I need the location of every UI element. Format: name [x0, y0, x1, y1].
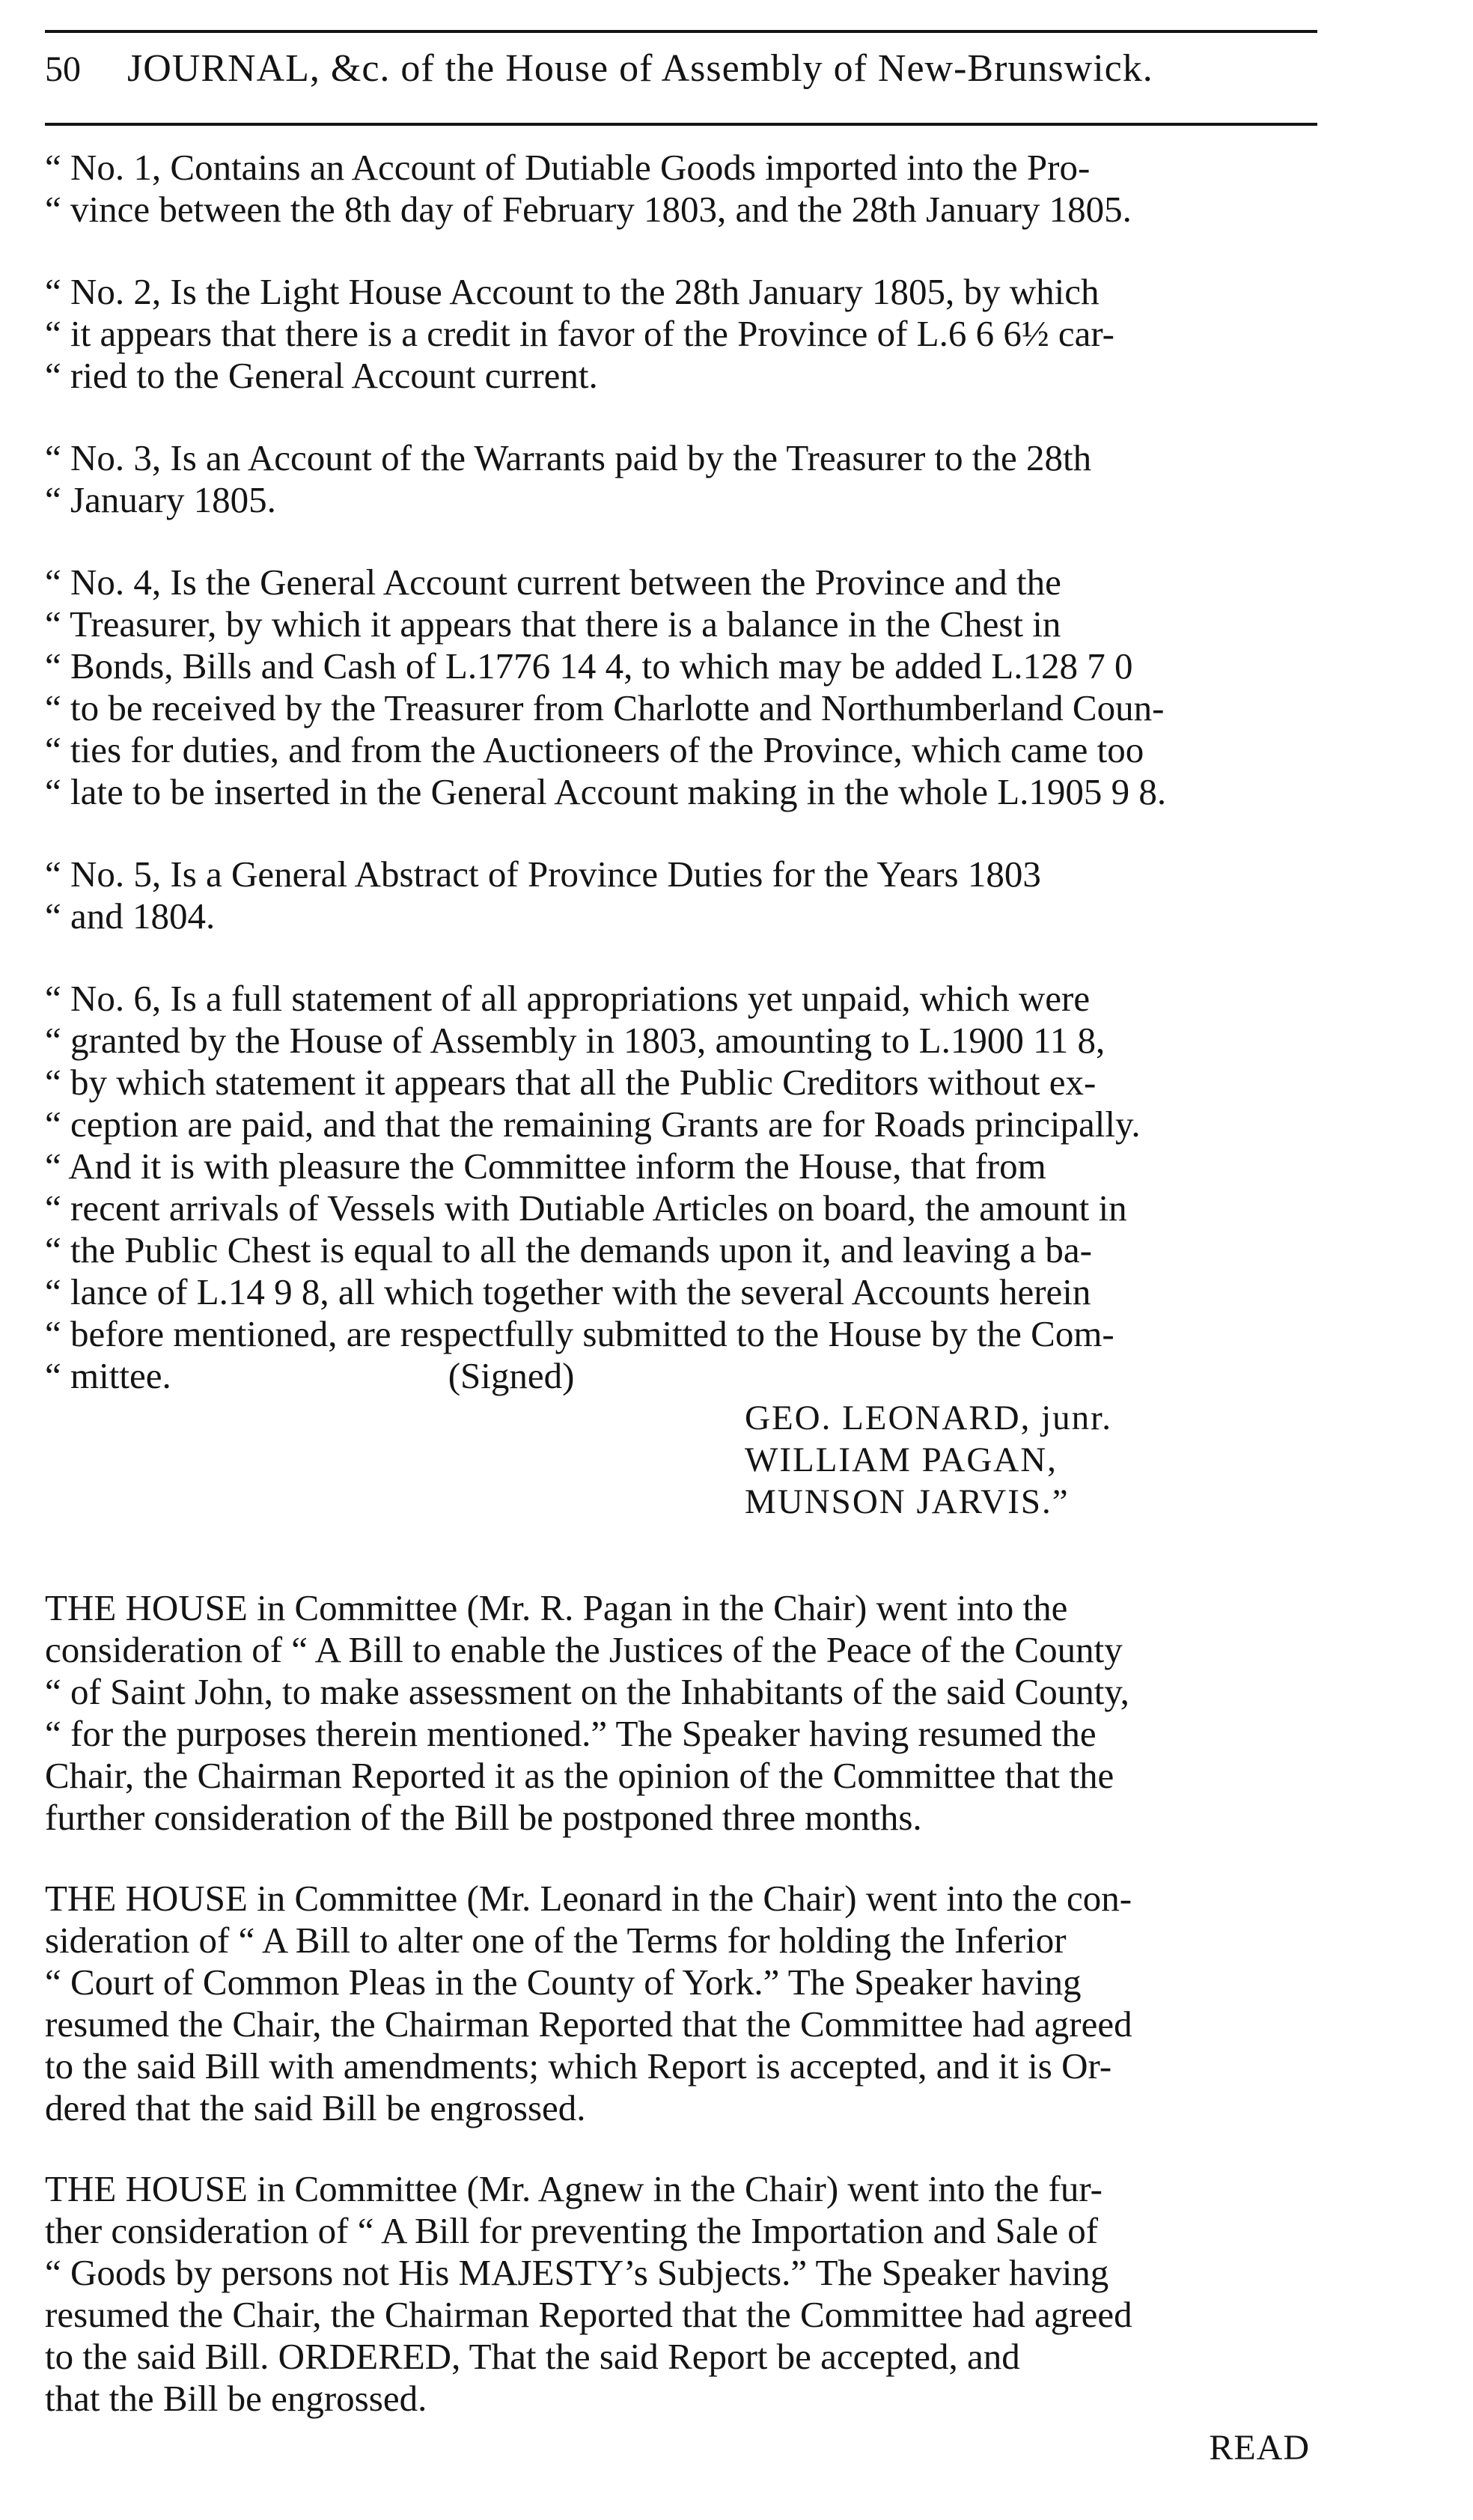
signature-leonard: GEO. LEONARD, junr. — [745, 1399, 1112, 1437]
page-header — [45, 46, 1317, 118]
catchword: READ — [1209, 2428, 1310, 2468]
account-item-5: “ No. 5, Is a General Abstract of Province Duties for the Years 1803 “ and 1804. — [45, 853, 1041, 937]
house-committee-paragraph-2: THE HOUSE in Committee (Mr. Leonard in the Chair) went into the con- sideration of “ A Bill to alter one of the Terms for holding the Inferior “ Court of Common Pleas in the County of York.” The Speaker having resumed the Chair, the Chairman Reported that the Committee had agreed to the said Bill with amendments; which Report is accepted, and it is Or- dered that the said Bill be engrossed. — [45, 1878, 1132, 2128]
account-item-4: “ No. 4, Is the General Account current between the Province and the “ Treasurer, by which it appears that there is a balance in the Chest in “ Bonds, Bills and Cash of L.1776 14 4, to which may be added L.128 7 0 “ to be received by the Treasurer from Charlotte and Northumberland Coun- “ ties for duties, and from the Auctioneers of the Province, which came too “ late to be inserted in the General Account making in the whole L.1905 9 8. — [45, 561, 1167, 812]
header-rule — [45, 123, 1317, 126]
signed-line — [45, 1355, 1317, 1397]
account-item-2: “ No. 2, Is the Light House Account to the 28th January 1805, by which “ it appears that there is a credit in favor of the Province of L.6 6 6½ car- “ ried to the General Account current. — [45, 271, 1114, 396]
signed-line-prefix: “ mittee. — [45, 1355, 171, 1396]
account-item-6: “ No. 6, Is a full statement of all appropriations yet unpaid, which were “ granted by the House of Assembly in 1803, amounting to L.1900 11 8, “ by which statement it appears that all the Public Creditors without ex- “ ception are paid, and that the remaining Grants are for Roads principally. “ And it is with pleasure the Committee inform the House, that from “ recent arrivals of Vessels with Dutiable Articles on board, the amount in “ the Public Chest is equal to all the demands upon it, and leaving a ba- “ lance of L.14 9 8, all which together with the several Accounts herein “ before mentioned, are respectfully submitted to the House by the Com- — [45, 978, 1141, 1354]
signed-label: (Signed) — [448, 1355, 575, 1396]
signature-jarvis: MUNSON JARVIS.” — [745, 1482, 1070, 1521]
top-rule — [45, 30, 1317, 33]
journal-page — [45, 30, 1317, 2469]
house-committee-paragraph-3: THE HOUSE in Committee (Mr. Agnew in the Chair) went into the fur- ther consideration of “ A Bill for preventing the Importation and Sale of “ Goods by persons not His MAJESTY’s Subjects.” The Speaker having resumed the Chair, the Chairman Reported that the Committee had agreed to the said Bill. ORDERED, That the said Report be accepted, and that the Bill be engrossed. — [45, 2168, 1132, 2419]
house-committee-paragraph-1: THE HOUSE in Committee (Mr. R. Pagan in the Chair) went into the consideration of “ A Bill to enable the Justices of the Peace of the County “ of Saint John, to make assessment on the Inhabitants of the said County, “ for the purposes therein mentioned.” The Speaker having resumed the Chair, the Chairman Reported it as the opinion of the Committee that the further consideration of the Bill be postponed three months. — [45, 1587, 1129, 1838]
page-number: 50 — [45, 49, 81, 89]
signature-pagan: WILLIAM PAGAN, — [745, 1440, 1058, 1479]
signatures-block — [745, 1397, 1317, 1523]
running-head: JOURNAL, &c. of the House of Assembly of New-Brunswick. — [127, 47, 1153, 90]
account-item-3: “ No. 3, Is an Account of the Warrants paid by the Treasurer to the 28th “ January 1805. — [45, 437, 1092, 520]
journal-body — [45, 147, 1317, 2469]
account-item-1: “ No. 1, Contains an Account of Dutiable Goods imported into the Pro- “ vince between the 8th day of February 1803, and the 28th January 1805. — [45, 147, 1132, 230]
